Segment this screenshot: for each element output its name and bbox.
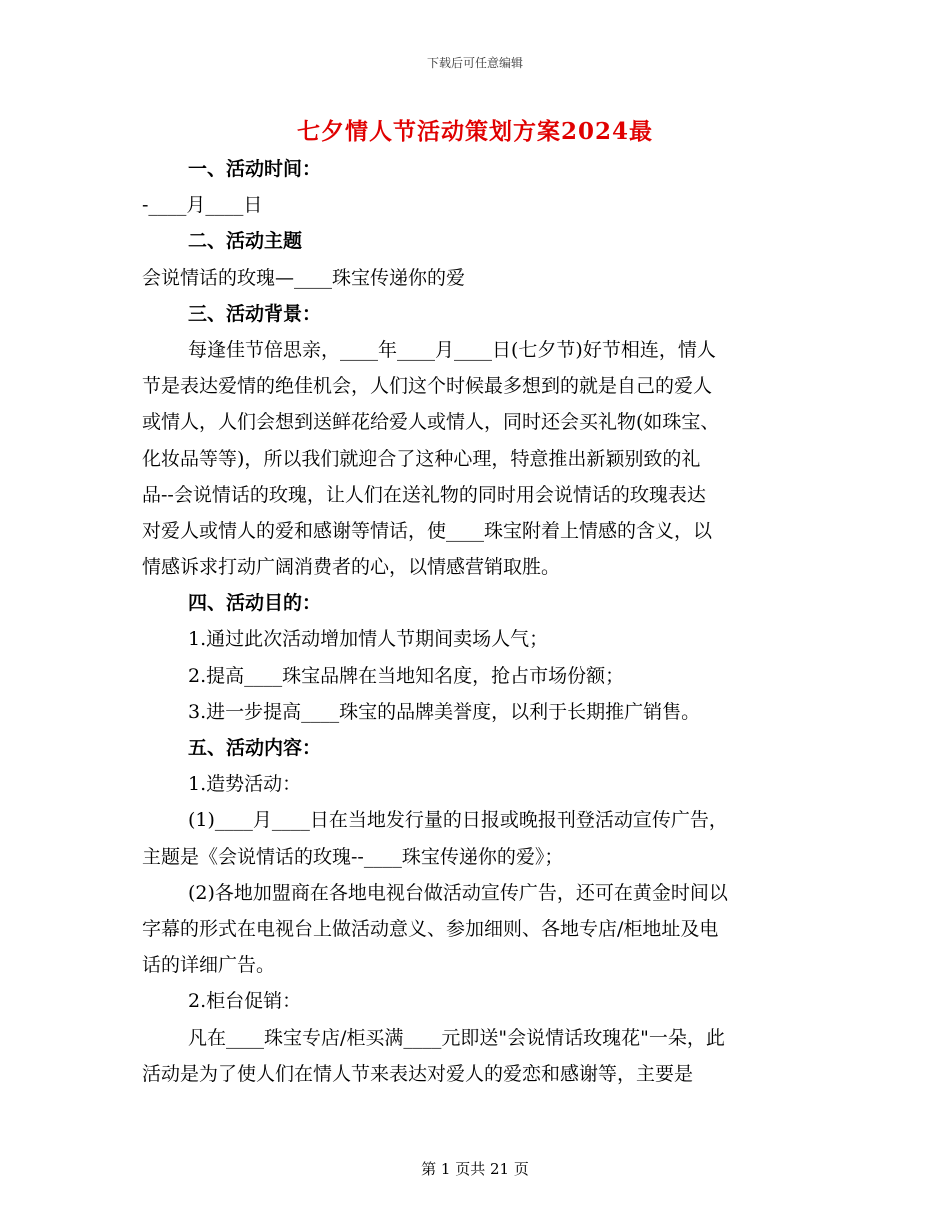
paragraph-line: 每逢佳节倍思亲，____年____月____日(七夕节)好节相连，情人 bbox=[188, 338, 716, 361]
paragraph-line: 凡在____珠宝专店/柜买满____元即送"会说情话玫瑰花"一朵，此 bbox=[188, 1026, 725, 1049]
document-title: 七夕情人节活动策划方案2024最 bbox=[296, 118, 653, 145]
paragraph-line: 活动是为了使人们在情人节来表达对爱人的爱恋和感谢等，主要是 bbox=[142, 1062, 694, 1085]
paragraph-line: 1.造势活动： bbox=[188, 773, 302, 796]
paragraph-line: 情感诉求打动广阔消费者的心，以情感营销取胜。 bbox=[142, 556, 561, 579]
paragraph-line: 节是表达爱情的绝佳机会，人们这个时候最多想到的就是自己的爱人 bbox=[142, 375, 713, 398]
paragraph-line: 话的详细广告。 bbox=[142, 954, 276, 977]
paragraph-line: (1)____月____日在当地发行量的日报或晚报刊登活动宣传广告， bbox=[188, 809, 728, 832]
section-heading: 三、活动背景： bbox=[188, 302, 322, 325]
paragraph-line: 化妆品等等)，所以我们就迎合了这种心理，特意推出新颖别致的礼 bbox=[142, 447, 701, 470]
section-heading: 一、活动时间： bbox=[188, 158, 322, 180]
paragraph-line: 字幕的形式在电视台上做活动意义、参加细则、各地专店/柜地址及电 bbox=[142, 917, 719, 940]
section-heading: 五、活动内容： bbox=[188, 737, 322, 759]
section-heading: 二、活动主题 bbox=[188, 230, 303, 253]
paragraph-line: 1.通过此次活动增加情人节期间卖场人气； bbox=[188, 628, 549, 651]
document-body bbox=[142, 151, 808, 1092]
paragraph-line: (2)各地加盟商在各地电视台做活动宣传广告，还可在黄金时间以 bbox=[188, 881, 728, 904]
paragraph-line: 会说情话的玫瑰—____珠宝传递你的爱 bbox=[142, 266, 466, 289]
page-header: 下载后可任意编辑 bbox=[426, 56, 523, 70]
paragraph-line: 主题是《会说情话的玫瑰--____珠宝传递你的爱》； bbox=[142, 845, 564, 868]
paragraph-line: -____月____日 bbox=[142, 194, 263, 217]
section-heading: 四、活动目的： bbox=[188, 592, 322, 615]
paragraph-line: 2.提高____珠宝品牌在当地知名度，抢占市场份额； bbox=[188, 664, 625, 687]
paragraph-line: 3.进一步提高____珠宝的品牌美誉度，以利于长期推广销售。 bbox=[188, 700, 701, 723]
paragraph-line: 或情人，人们会想到送鲜花给爱人或情人，同时还会买礼物(如珠宝、 bbox=[142, 411, 720, 434]
paragraph-line: 品--会说情话的玫瑰，让人们在送礼物的同时用会说情话的玫瑰表达 bbox=[142, 483, 706, 506]
paragraph-line: 2.柜台促销： bbox=[188, 990, 302, 1013]
page-footer: 第 1 页共 21 页 bbox=[421, 1160, 529, 1178]
paragraph-line: 对爱人或情人的爱和感谢等情话，使____珠宝附着上情感的含义，以 bbox=[142, 519, 713, 542]
